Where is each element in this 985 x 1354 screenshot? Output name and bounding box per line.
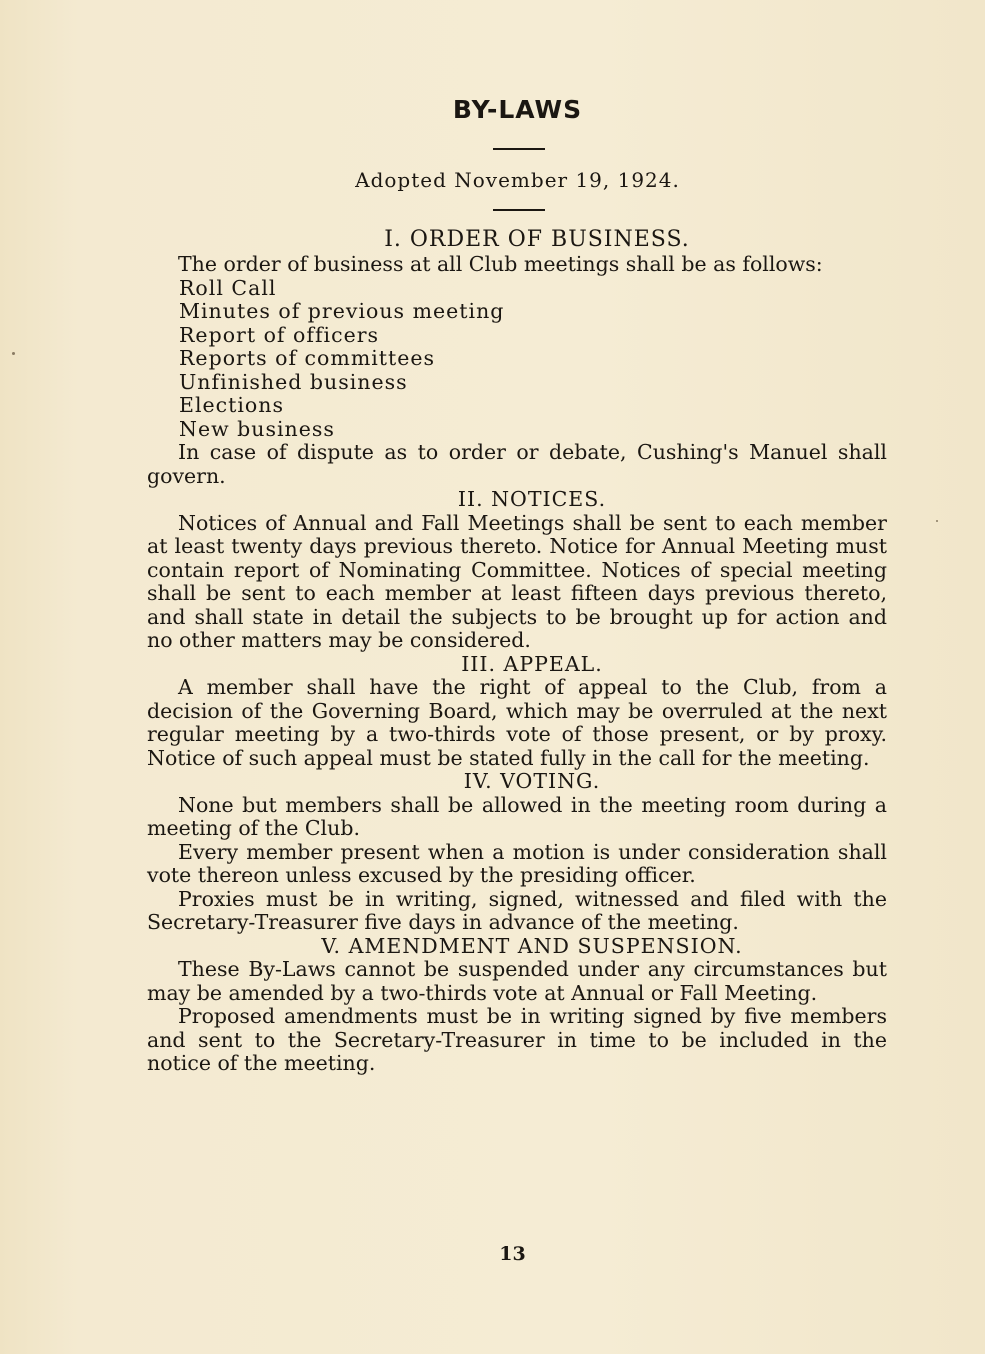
list-item: New business xyxy=(179,416,335,441)
order-of-business-list xyxy=(147,277,887,442)
paragraph: A member shall have the right of appeal to the Club, from a decision of the Governing Board, which may be overruled at the next regular meeting by a two-thirds vote of those present, or by proxy. Notice of such appeal must be stated fully in the call for the meeting. xyxy=(147,675,887,770)
list-item: Unfinished business xyxy=(179,369,408,394)
paper-speck xyxy=(12,352,15,355)
section-title-appeal: III. APPEAL. xyxy=(461,651,603,676)
list-item: Report of officers xyxy=(179,322,380,347)
list-item: Minutes of previous meeting xyxy=(179,299,505,323)
adoption-date: Adopted November 19, 1924. xyxy=(355,168,680,192)
date-rule xyxy=(493,209,545,211)
paragraph: Proxies must be in writing, signed, witnessed and filed with the Secretary-Treasurer five days in advance of the meeting. xyxy=(147,886,887,934)
paragraph: These By-Laws cannot be suspended under any circumstances but may be amended by a two-thirds vote at Annual or Fall Meeting. xyxy=(147,957,887,1005)
list-item: Elections xyxy=(179,393,284,417)
paragraph: Proposed amendments must be in writing signed by five members and sent to the Secretary-Treasurer in time to be included in the notice of the meeting. xyxy=(147,1004,887,1075)
section-title-notices: II. NOTICES. xyxy=(457,487,607,511)
section-title-voting: IV. VOTING. xyxy=(463,769,601,793)
paragraph: Every member present when a motion is under consideration shall vote thereon unless excused by the presiding officer. xyxy=(147,839,887,887)
list-item: Reports of committees xyxy=(179,346,436,370)
section-outro: In case of dispute as to order or debate, Cushing's Manuel shall govern. xyxy=(147,440,887,488)
section-intro: The order of business at all Club meetings shall be as follows: xyxy=(178,252,823,276)
paragraph: None but members shall be allowed in the meeting room during a meeting of the Club. xyxy=(147,792,887,840)
bylaws-body xyxy=(147,227,887,1076)
page-number: 13 xyxy=(499,1243,526,1265)
title-rule xyxy=(493,148,545,150)
paragraph: Notices of Annual and Fall Meetings shall be sent to each member at least twenty days previous thereto. Notice for Annual Meeting must contain report of Nominating Committee. Notices of special meeting shall be sent to each member at least fifteen days previous thereto, and shall state in detail the subjects to be brought up for action and no other matters may be considered. xyxy=(147,510,887,652)
section-title-order-of-business: I. ORDER OF BUSINESS. xyxy=(384,227,690,252)
paper-speck xyxy=(936,520,938,522)
list-item: Roll Call xyxy=(179,275,277,300)
section-title-amendment: V. AMENDMENT AND SUSPENSION. xyxy=(321,933,743,958)
page-title: BY-LAWS xyxy=(452,95,583,124)
